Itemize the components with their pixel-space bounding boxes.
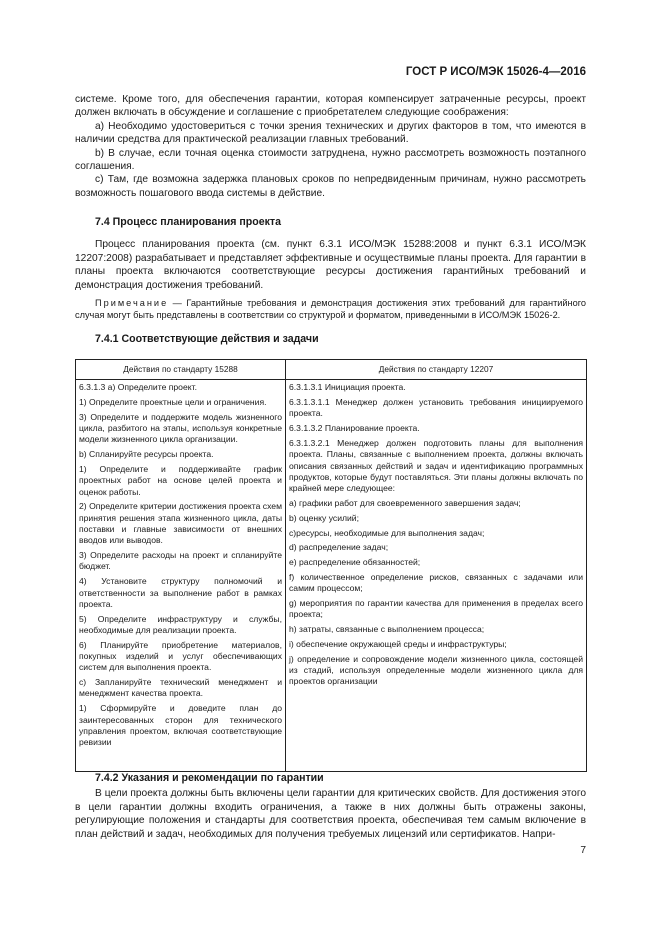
table-header-row — [76, 360, 587, 380]
list-item: g) мероприятия по гарантии качества для применения в пределах всего проекта; — [289, 598, 583, 620]
list-item: c) Запланируйте технический менеджмент и менеджмент качества проекта. — [79, 677, 282, 699]
list-item: 1) Определите проектные цели и ограничения. — [79, 397, 267, 408]
list-item: 6.3.1.3.2.1 Менеджер должен подготовить планы для выполнения проекта. Планы, связанные с выполнением проекта, должны включать описания связанных действий и задач и идентификацию программных продуктов, которые будут поставляться. Эти планы должны включать по крайней мере следующее: — [289, 437, 583, 494]
intro-item-c: c) Там, где возможна задержка плановых сроков по непредвиденным причинам, нужно рассмотреть возможность пошагового ввода системы в действие. — [75, 174, 586, 199]
section-paragraph: Процесс планирования проекта (см. пункт 6.3.1 ИСО/МЭК 15288:2008 и пункт 6.3.1 ИСО/МЭК 12207:2008) разрабатывает и представляет эффективные и осуществимые планы проекта. Для гарантии в планы проекта включаются соответствующие ресурсы достижения гарантийных требований и демонстрация достижения требований. — [75, 239, 586, 291]
list-item: 3) Определите расходы на проект и спланируйте бюджет. — [79, 550, 282, 572]
list-item: b) Спланируйте ресурсы проекта. — [79, 449, 214, 460]
page-number: 7 — [580, 845, 586, 856]
column-header-15288: Действия по стандарту 15288 — [76, 360, 286, 380]
list-item: h) затраты, связанные с выполнением процесса; — [289, 624, 485, 635]
list-item: 6.3.1.3 a) Определите проект. — [79, 382, 197, 393]
list-item: 5) Определите инфраструктуру и службы, необходимые для реализации проекта. — [79, 613, 282, 635]
intro-item-b: b) В случае, если точная оценка стоимости затруднена, нужно рассмотреть возможность поэтапного соглашения. — [75, 147, 586, 173]
section-heading: 7.4.1 Соответствующие действия и задачи — [95, 333, 319, 345]
note-text: — Гарантийные требования и демонстрация достижения этих требований для гарантийного случая могут быть представлены в соответствии со структурой и форматом, приведенными в ИСО/МЭК 15026-2. — [75, 298, 586, 321]
section-7-4 — [75, 216, 586, 322]
list-item: j) определение и сопровождение модели жизненного цикла, состоящей из стадий, используя определенные модели жизненного цикла для проектов организации — [289, 653, 583, 687]
list-item: 4) Установите структуру полномочий и ответственности за выполнение работ в рамках проекта. — [79, 576, 282, 609]
section-paragraph: В цели проекта должны быть включены цели гарантии для критических свойств. Для достижения этого в цели гарантии должны входить ограничения, а также в них должны быть отражены законы, регулирующие положения и стандарты для соответствия проекта, обеспечивая тем самым включение в план действий и задач, необходимых для получения требуемых лицензий или сертификатов. Напри- — [75, 788, 586, 840]
list-item: 1) Сформируйте и доведите план до заинтересованных сторон для технического управления проектом, включая соответствующие ревизии — [79, 703, 282, 748]
list-item: e) распределение обязанностей; — [289, 557, 421, 568]
note-label: Примечание — [95, 298, 169, 309]
section-heading: 7.4.2 Указания и рекомендации по гарантии — [95, 772, 324, 784]
actions-table-wrapper — [75, 359, 587, 772]
note — [75, 297, 586, 322]
list-item: f) количественное определение рисков, связанных с задачами или самим процессом; — [289, 571, 583, 594]
list-item: 6.3.1.3.1.1 Менеджер должен установить требования инициируемого проекта. — [289, 397, 583, 419]
column-15288-cell — [76, 380, 286, 772]
list-item: a) графики работ для своевременного завершения задач; — [289, 497, 521, 508]
list-item: 1) Определите и поддерживайте график проектных работ на основе целей проекта и оценок работы. — [79, 464, 282, 497]
column-12207-cell — [286, 380, 587, 772]
list-item: 2) Определите критерии достижения проекта схем принятия решения этапа жизненного цикла, даты поставки и главные зависимости от внешних вводов или выводов. — [79, 501, 282, 546]
list-item: 3) Определите и поддержите модель жизненного цикла, разбитого на этапы, используя конкретные модели жизненного цикла организации. — [79, 411, 282, 445]
intro-item-a: a) Необходимо удостовериться с точки зрения технических и других факторов в том, что имеются в наличии средства для практической реализации главных требований. — [75, 120, 586, 146]
table-row — [76, 380, 587, 772]
list-item: c)ресурсы, необходимые для выполнения задач; — [289, 527, 485, 538]
list-item: b) оценку усилий; — [289, 512, 360, 523]
list-item: 6.3.1.3.1 Инициация проекта. — [289, 382, 406, 393]
list-item: d) распределение задач; — [289, 542, 389, 553]
list-item: 6.3.1.3.2 Планирование проекта. — [289, 423, 420, 434]
section-7-4-1 — [75, 333, 586, 346]
intro-section — [75, 93, 586, 200]
list-item: 6) Планируйте приобретение материалов, покупных изделий и услуг обеспечивающих систем для выполнения проекта. — [79, 639, 282, 673]
section-heading: 7.4 Процесс планирования проекта — [95, 216, 282, 228]
actions-table — [75, 359, 587, 772]
document-header: ГОСТ Р ИСО/МЭК 15026-4—2016 — [405, 66, 586, 78]
column-header-12207: Действия по стандарту 12207 — [286, 360, 587, 380]
list-item: i) обеспечение окружающей среды и инфраструктуры; — [289, 638, 507, 649]
intro-paragraph: системе. Кроме того, для обеспечения гарантии, которая компенсирует затраченные ресурсы, проект должен включать в обсуждение и соглашение с приобретателем следующие соображения: — [75, 94, 586, 119]
section-7-4-2 — [75, 772, 586, 841]
